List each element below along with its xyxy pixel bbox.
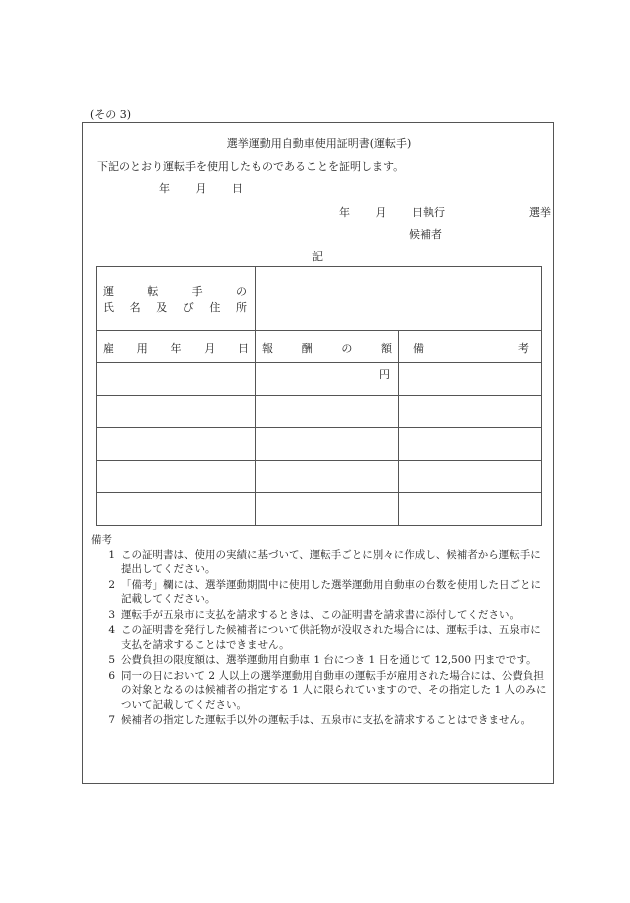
date-year-label: 年 [159,182,170,195]
election-date-label: 日執行 [412,206,445,219]
compensation-cell[interactable] [256,428,399,461]
driver-table [96,266,542,526]
note-item: 1 この証明書は、使用の実績に基づいて、運転手ごとに別々に作成し、候補者から運転手に提出してください。 [108,548,541,575]
note-item: 4 この証明書を発行した候補者について供託物が没収された場合には、運転手は、五泉市に支払を請求することはできません。 [108,624,541,651]
note-item: 5 公費負担の限度額は、選挙運動用自動車 1 台につき 1 日を通じて 12,500 円までです。 [108,654,537,666]
note-item: 7 候補者の指定した運転手以外の運転手は、五泉市に支払を請求することはできません。 [108,714,532,726]
employment-date-cell[interactable] [97,428,256,461]
remarks-header: 備 考 [399,331,542,363]
note-item: 2 「備考」欄には、選挙運動期間中に使用した選挙運動用自動車の台数を使用した日ごとに記載してください。 [108,578,541,605]
ki-label: 記 [312,250,323,263]
table-row [97,396,542,428]
candidate-label: 候補者 [409,228,442,241]
note-item: 3 運転手が五泉市に支払を請求するときは、この証明書を請求書に添付してください。 [108,608,520,621]
employment-date-cell[interactable] [97,396,256,428]
date-month-label: 月 [195,182,207,195]
table-row [97,461,542,493]
compensation-header: 報 酬 の 額 [256,331,399,363]
compensation-cell[interactable] [256,461,399,493]
compensation-cell[interactable] [256,493,399,526]
table-row [97,428,542,461]
compensation-cell[interactable] [256,363,399,396]
election-year-label: 年 [339,206,350,219]
yen-unit: 円 [379,368,390,381]
table-row [97,363,542,396]
notes-section [91,533,549,729]
election-line [339,204,551,220]
document-title: 選挙運動用自動車使用証明書(運転手) [226,137,412,150]
driver-label-line-2: 氏 名 及 び 住 所 [103,301,247,314]
remarks-cell[interactable] [399,363,542,396]
driver-label-cell [97,267,256,331]
table-row [97,493,542,526]
remarks-cell[interactable] [399,461,542,493]
note-item: 6 同一の日において 2 人以上の選挙運動用自動車の運転手が雇用された場合には、公費負担の対象となるのは候補者の指定する 1 人に限られていますので、その指定した 1 人のみについて記載してください。 [108,669,547,711]
remarks-cell[interactable] [399,396,542,428]
certification-statement: 下記のとおり運転手を使用したものであることを証明します。 [97,160,405,173]
notes-title: 備考 [91,534,112,546]
date-day-label: 日 [232,182,243,195]
driver-label-line-1: 運 転 手 の [103,285,247,298]
remarks-cell[interactable] [399,493,542,526]
election-label: 選挙 [529,206,551,219]
document-label: (その 3) [90,108,132,121]
compensation-cell[interactable] [256,396,399,428]
certificate-frame [82,122,554,784]
employment-date-header: 雇 用 年 月 日 [97,331,256,363]
employment-date-cell[interactable] [97,493,256,526]
driver-name-address-input[interactable] [256,267,542,331]
issue-date-line [159,180,243,196]
election-month-label: 月 [375,206,387,219]
remarks-cell[interactable] [399,428,542,461]
employment-date-cell[interactable] [97,363,256,396]
employment-date-cell[interactable] [97,461,256,493]
